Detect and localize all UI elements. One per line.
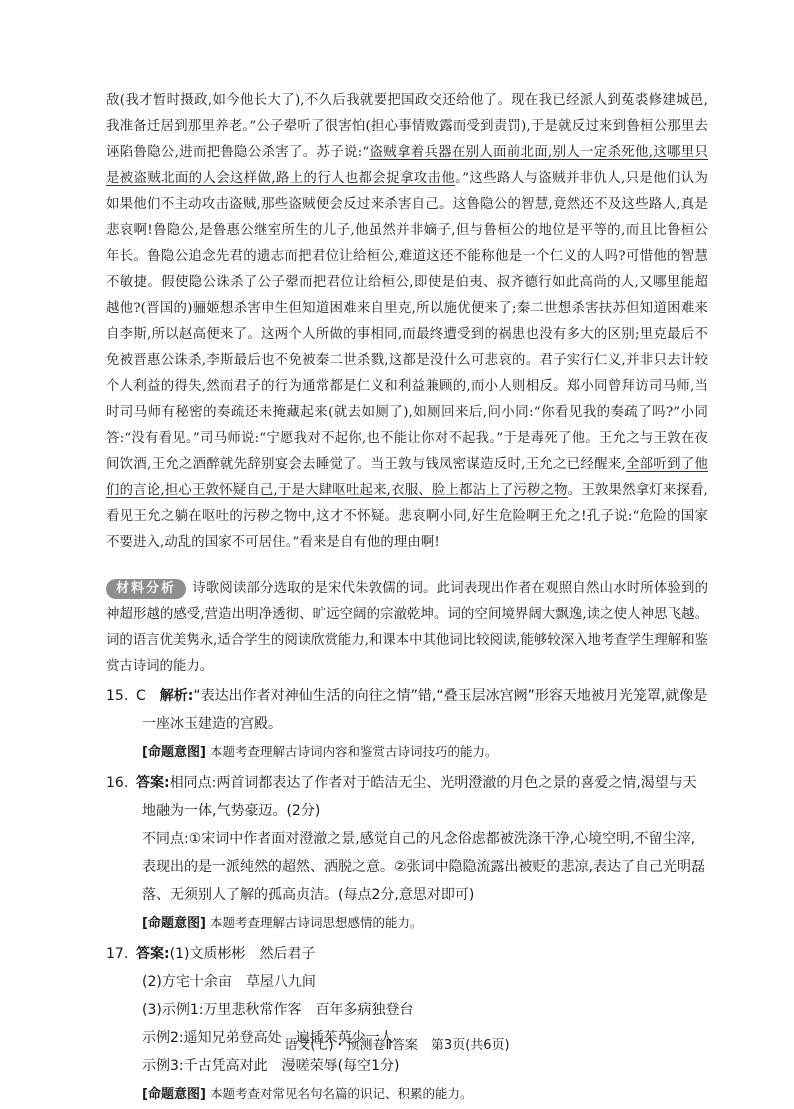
question-16-same: 相同点:两首词都表达了作者对于皓洁无尘、光明澄澈的月色之景的喜爱之情,渴望与天地融为一体,气势豪迈。(2分) — [142, 775, 697, 819]
translation-text-1: 敌(我才暂时摄政,如今他长大了),不久后我就要把国政交还给他了。现在我已经派人到菟裘修建城邑,我准备迁居到那里养老。”公子翚听了很害怕(担心事情败露而受到责罚),于是就反过来到鲁桓公那里去诬陷鲁隐公,进而把鲁隐公杀害了。苏子说:“ — [106, 93, 708, 160]
question-17-line-3: (3)示例1:万里悲秋常作客 百年多病独登台 — [142, 1002, 414, 1018]
question-17-line-5: 示例3:千古凭高对此 漫嗟荣辱(每空1分) — [142, 1058, 400, 1074]
page-footer: 语文(七)・预测卷Ⅱ答案 第3页(共6页) — [284, 1038, 510, 1053]
question-16 — [106, 769, 708, 938]
question-17-number: 17. — [106, 946, 129, 962]
question-15-intent-tag: [命题意图] — [142, 745, 206, 760]
question-17-line-1: (1)文质彬彬 然后君子 — [169, 946, 316, 962]
question-16-intent-tag: [命题意图] — [142, 916, 206, 931]
question-15-text: “表达出作者对神仙生活的向往之情”错,“叠玉层冰宫阙”形容天地被月光笼罩,就像是一座冰玉建造的宫殿。 — [142, 688, 708, 732]
question-17-line-4: 示例2:遥知兄弟登高处 遍插茱萸少一人 — [142, 1030, 394, 1046]
question-16-label: 答案: — [136, 775, 170, 791]
translation-underlined-2: 全部听到了他们的言论,担心王敦怀疑自己,于是大肆呕吐起来,衣服、脸上都沾上了污秽之物 — [106, 457, 708, 498]
question-15-label: 解析: — [159, 688, 194, 704]
question-16-intent: 本题考查理解古诗词思想感情的能力。 — [210, 915, 423, 930]
question-15-intent: 本题考查理解古诗词内容和鉴赏古诗词技巧的能力。 — [210, 744, 498, 759]
translation-text-2: 。”这些路人与盗贼并非仇人,只是他们认为如果他们不主动攻击盗贼,那些盗贼便会反过来杀害自己。这鲁隐公的智慧,竟然还不及这些路人,真是悲哀啊!鲁隐公,是鲁惠公继室所生的儿子,他虽然并非嫡子,但与鲁桓公的地位是平等的,而且比鲁桓公年长。鲁隐公追念先君的遗志而把君位让给桓公,难道这还不能称他是一个仁义的人吗?可惜他的智慧不敏捷。假使隐公诛杀了公子翚而把君位让给桓公,即使是伯夷、叔齐德行如此高尚的人,又哪里能超越他?(晋国的)骊姬想杀害申生但知道困难来自里克,所以施优便来了;秦二世想杀害扶苏但知道困难来自李斯,所以赵高便来了。这两个人所做的事相同,而最终遭受到的祸患也没有多大的区别;里克最后不免被晋惠公诛杀,李斯最后也不免被秦二世杀戮,这都是没什么可悲哀的。君子实行仁义,并非只去计较个人利益的得失,然而君子的行为通常都是仁义和利益兼顾的,而小人则相反。郑小同曾拜访司马师,当时司马师有秘密的奏疏还未掩藏起来(就去如厕了),如厕回来后,问小同:“你看见我的奏疏了吗?”小同答:“没有看见。”司马师说:“宁愿我对不起你,也不能让你对不起我。”于是毒死了他。王允之与王敦在夜间饮酒,王允之酒醉就先辞别宴会去睡觉了。当王敦与钱凤密谋造反时,王允之已经醒来, — [106, 171, 709, 472]
material-analysis — [106, 576, 708, 680]
question-17-label: 答案: — [136, 946, 170, 962]
question-17-intent: 本题考查对常见名句名篇的识记、积累的能力。 — [210, 1086, 473, 1101]
question-16-diff: 不同点:①宋词中作者面对澄澈之景,感觉自己的凡念俗虑都被洗涤干净,心境空明,不留尘滓,表现出的是一派纯然的超然、洒脱之意。②张词中隐隐流露出被贬的悲凉,表达了自己光明磊落、无须别人了解的孤高贞洁。(每点2分,意思对即可) — [142, 831, 705, 903]
translation-paragraph — [106, 88, 708, 556]
question-17-line-2: (2)方宅十余亩 草屋八九间 — [142, 974, 316, 990]
material-analysis-text: 诗歌阅读部分选取的是宋代朱敦儒的词。此词表现出作者在观照自然山水时所体验到的神超形越的感受,营造出明净透彻、旷远空阔的宗澈乾坤。词的空间境界阔大飘逸,读之使人神思飞越。词的语言优美隽永,适合学生的阅读欣赏能力,和课本中其他词比较阅读,能够较深入地考查学生理解和鉴赏古诗词的能力。 — [106, 581, 708, 674]
translation-underlined-1: 盗贼拿着兵器在别人面前北面,别人一定杀死他,这哪里只是被盗贼北面的人会这样做,路上的行人也都会捉拿攻击他 — [106, 145, 708, 186]
question-15 — [106, 682, 708, 767]
translation-text-3: 。王敦果然拿灯来探看,看见王允之躺在呕吐的污秽之物中,这才不怀疑。悲哀啊小同,好生危险啊王允之!孔子说:“危险的国家不要进入,动乱的国家不可居住。”看来是自有他的理由啊! — [106, 483, 708, 550]
question-15-answer: C — [136, 688, 146, 704]
question-17-intent-tag: [命题意图] — [142, 1087, 206, 1102]
question-17 — [106, 940, 708, 1109]
question-15-number: 15. — [106, 688, 129, 704]
question-16-number: 16. — [106, 775, 129, 791]
material-analysis-badge: 材料分析 — [106, 579, 186, 599]
